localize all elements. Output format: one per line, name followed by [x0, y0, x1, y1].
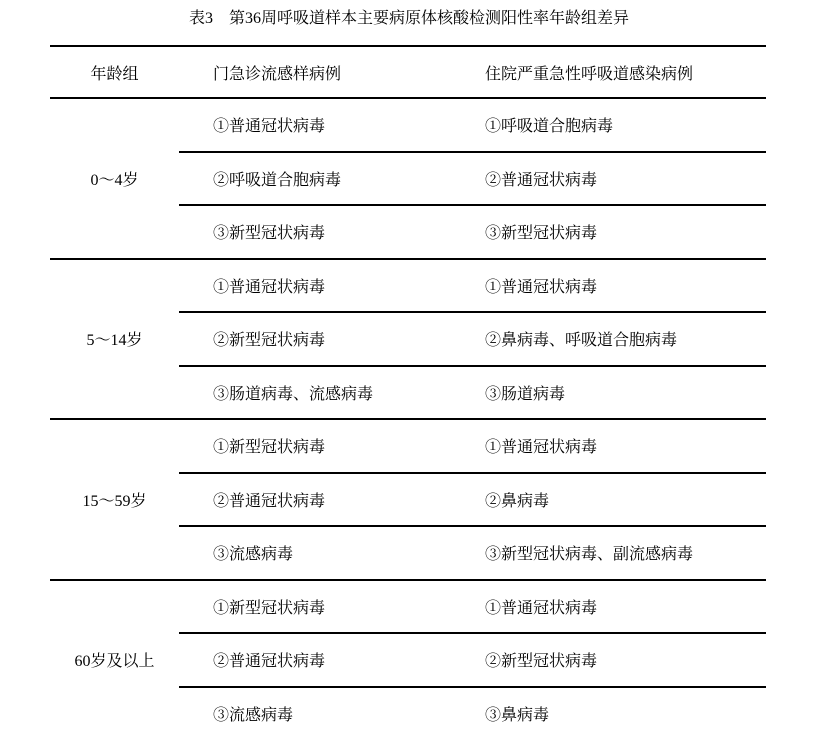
inpatient-rank-cell: ③新型冠状病毒: [451, 205, 766, 259]
header-row: [50, 46, 766, 98]
table-row: [50, 419, 766, 473]
header-hospitalized-sari-cases: 住院严重急性呼吸道感染病例: [451, 46, 766, 98]
table-row: [50, 580, 766, 634]
inpatient-rank-cell: ①普通冠状病毒: [451, 580, 766, 634]
table-row: [50, 259, 766, 313]
outpatient-rank-cell: ①新型冠状病毒: [179, 580, 451, 634]
age-group-cell: 60岁及以上: [50, 580, 179, 739]
pathogen-positivity-table: [50, 45, 766, 739]
inpatient-rank-cell: ②鼻病毒: [451, 473, 766, 527]
outpatient-rank-cell: ①普通冠状病毒: [179, 98, 451, 152]
table-row: [50, 98, 766, 152]
inpatient-rank-cell: ①普通冠状病毒: [451, 419, 766, 473]
age-group-cell: 0～4岁: [50, 98, 179, 259]
inpatient-rank-cell: ①普通冠状病毒: [451, 259, 766, 313]
outpatient-rank-cell: ①普通冠状病毒: [179, 259, 451, 313]
outpatient-rank-cell: ①新型冠状病毒: [179, 419, 451, 473]
inpatient-rank-cell: ③新型冠状病毒、副流感病毒: [451, 526, 766, 580]
outpatient-rank-cell: ②呼吸道合胞病毒: [179, 152, 451, 206]
header-age-group: 年龄组: [50, 46, 179, 98]
outpatient-rank-cell: ②普通冠状病毒: [179, 473, 451, 527]
inpatient-rank-cell: ③鼻病毒: [451, 687, 766, 739]
inpatient-rank-cell: ③肠道病毒: [451, 366, 766, 420]
inpatient-rank-cell: ②新型冠状病毒: [451, 633, 766, 687]
outpatient-rank-cell: ③流感病毒: [179, 526, 451, 580]
outpatient-rank-cell: ③肠道病毒、流感病毒: [179, 366, 451, 420]
age-group-cell: 15～59岁: [50, 419, 179, 580]
outpatient-rank-cell: ②新型冠状病毒: [179, 312, 451, 366]
inpatient-rank-cell: ②鼻病毒、呼吸道合胞病毒: [451, 312, 766, 366]
inpatient-rank-cell: ②普通冠状病毒: [451, 152, 766, 206]
outpatient-rank-cell: ②普通冠状病毒: [179, 633, 451, 687]
inpatient-rank-cell: ①呼吸道合胞病毒: [451, 98, 766, 152]
outpatient-rank-cell: ③流感病毒: [179, 687, 451, 739]
age-group-cell: 5～14岁: [50, 259, 179, 420]
outpatient-rank-cell: ③新型冠状病毒: [179, 205, 451, 259]
header-outpatient-ili-cases: 门急诊流感样病例: [179, 46, 451, 98]
table-title: 表3 第36周呼吸道样本主要病原体核酸检测阳性率年龄组差异: [0, 0, 818, 29]
